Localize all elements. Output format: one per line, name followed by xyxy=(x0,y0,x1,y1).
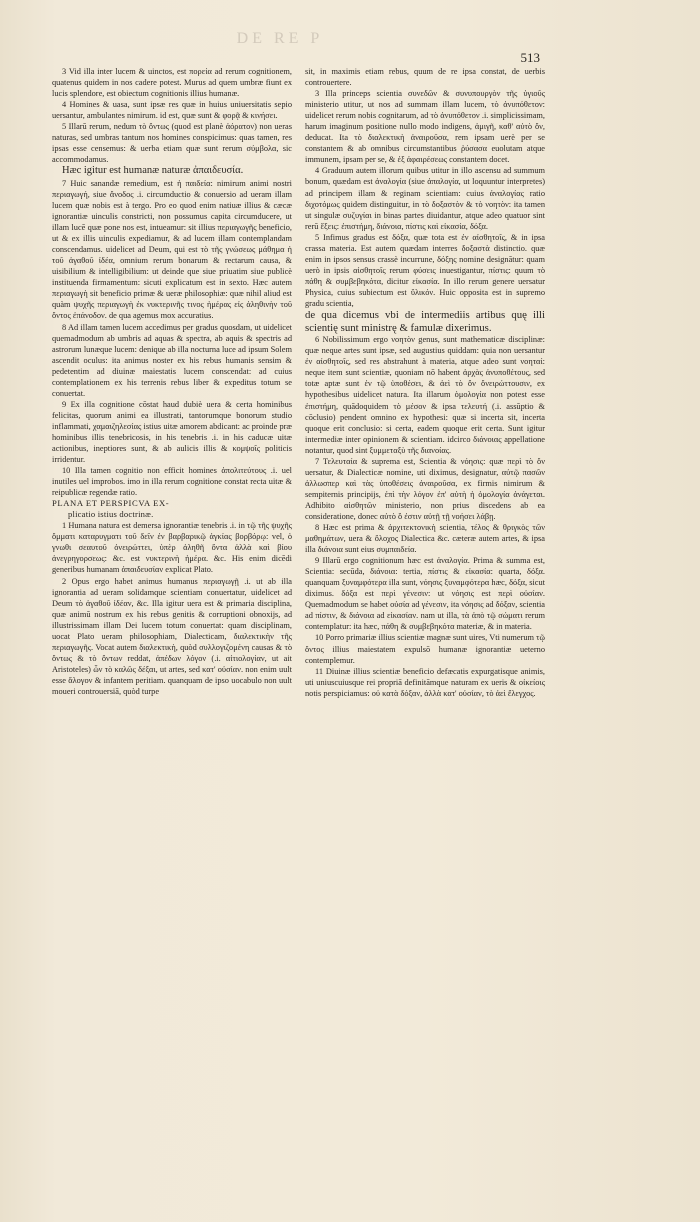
paragraph: 4 Graduum autem illorum quibus utitur in illo ascensu ad summum bonum, quædam est ἀναλογία (siue ἀπαλογία, ut loquuntur interpretes) ad principem illam & reginam scientiam: cuius ἀναλογίας ratio διχοτόμως quidem distinguitur, in τὸ δοξαστὸν & τὸ νοητὸν: ita tamen ut singulæ συζυγίαι in binas partes diuidantur, atque adeo quatuor sint rerū ἕξεις: ἐπιστήμη, διάνοια, πίστις καὶ εἰκασία, δόξα. xyxy=(305,166,545,231)
paragraph: 2 Opus ergo habet animus humanus περιαγωγῇ .i. ut ab illa ignorantia ad ueram solidamque scientiam conuertatur, uidelicet ad Deum τὸ ἀγαθοῦ ἰδέαν, &c. Illa igitur uera est & primaria disciplina, quæ animū nostrum ex his rebus genitis & corruptioni obnoxijs, ad illustrissimam illam Dei lucem totum conuertat: quam disciplinam, uocat Plato ueram philosophiam, Dialecticam, διαλεκτικὴν τῆς περιαγωγῆς. Vocat autem διαλεκτικὴ, quòd συλλογιζομένη causas & τὸ ὄντως & τὸ ὄντων reddat, ἀπέδων λόγον (.i. αἰτιολογίαν, ut ait Aristoteles) ὧν τὸ καλῶς δέξαι, ut artes, sed κατ' οὐσίαν. non enim uult esse ἄλογον & infantem peritiam. quanquam de ipso uocabulo non uult moueri controuersiā, quòd turpe xyxy=(52,576,292,696)
paragraph: 6 Nobilissimum ergo νοητὸν genus, sunt mathematicæ disciplinæ: quæ neque artes sunt ipsæ, sed augustius quiddam: quia non uersantur ἐν αἰσθητοῖς, sed res abstrahunt à materia, atque adeo sunt νοηταί: neque item sunt scientiæ, quoniam nō habent ἀρχὰς ἀνυποθέτους, sed totæ aptæ sunt ἐν τῷ ὑποθέσει, & ἀεὶ τὸ ὄν ὄνειρώττουσιν, ex hypothesibus uidelicet natura. Ita illarum ὁμολογία non potest esse ἐπιστήμη, quādoquidem τὸ μέσον & ipsa τελευτή (.i. assūptio & cōclusio) pendent omnino ex hypothesi: quæ si incerta sit, incerta quoque erit conclusio: si certa, eadem quoque erit certa. Sunt igitur intermediæ inter opinionem & scientiam. idcirco διάνοιας appellatione notantur, quod sint ξυμμεταξὺ τῆς διανοίας. xyxy=(305,335,545,455)
section-heading xyxy=(52,498,292,520)
section-heading-line2: plicatio istius doctrinæ. xyxy=(68,509,154,520)
paragraph: 7 Huic sanandæ remedium, est ἡ παιδεία: nimirum animi nostri περιαγωγή, siue ἄνοδος .i. circumductio & conuersio ad ueram illam lucem quæ nobis est à tergo. Pro eo quod enim natiuæ illius & cæcæ ignorantiæ uinculis constricti, non possumus capita circumducere, ut illam lucē quæ pone nos est, intueamur: sit illius περιαγωγῆς beneficio, ut & ex illis uinculis expediamur, & ad lucem illam contemplandam conscendamus. uidelicet ad Deum, qui est τὸ τῆς γνώσεως μάθημα ἡ τοῦ ἀγαθοῦ ἰδέα, omnium rerum bonarum & rectarum causa, & uisibilium & intelligibilium: ut deinde que siue priuatim siue publicè instituenda firmamentum: sicuti explicatum est in sexto. Hæc autem περιαγωγὴ sit beneficio primæ & ueræ philosophiæ: quæ nihil aliud est quàm ψυχῆς περιαγωγὴ ἐκ νυκτερινῆς τινος ἡμέρας εἰς ἀληθινὴν τοῦ ὄντος ἐπάνοδον. de qua agemus mox accuratius. xyxy=(52,178,292,321)
left-column xyxy=(52,66,292,697)
paragraph: 5 Illarū rerum, nedum τὸ ὄντως (quod est planè ἀόρατον) non ueras naturas, sed umbras tantum nos homines conspicimus: quas tamen, res ipsas esse censemus: & uerba etiam quæ sunt rerum σύμβολα, sic accommodamus. xyxy=(52,122,292,165)
paragraph: 8 Hæc est prima & ἀρχιτεκτονικὴ scientia, τέλος & θριγκὸς τῶν μαθημάτων, uera & ὄλοχος Dialectica &c. cæteræ autem artes, & ipsa illa διάνοια sunt eius συμπαιδεία. xyxy=(305,523,545,555)
paragraph: 3 Illa princeps scientia συνεδῶν & συνυπουργὸν τῆς ὑγιοῦς ministerio utitur, ut nos ad summam illam lucem, τὸ ἀνυπόθετον: uidelicet rerum nobis cognitarum, ad τὸ ἀνυπόθετον .i. simplicissimam, harum imaginum positione nullo modo indigens, ἀμιγῆ, καθ' αὐτὸ ὄν, deducat. Ita τὸ διαλεκτικὴ ἀναιροῦσα, rem ipsam uerè per se constantem & ab omnibus circumstantibus ῥύσασα euolutam atque immunem, ipsam per se, & ἐξ ἀφαιρέσεως constantem docet. xyxy=(305,89,545,165)
right-column xyxy=(305,66,545,699)
paragraph: 1 Humana natura est demersa ignorantiæ tenebris .i. in τῷ τῆς ψυχῆς ὄμματι καταρυγματι τοῦ δεῖν ἐν βαρβαρικῷ ἀγκίας βορβόρῳ: vel, ὁ γνωθι σεαυτοῦ ὀνειρώττει, ὑπὲρ ἀληθῆ ὄντα ἀλλὰ καὶ βίου ἀνεγρηγορσεως: &c. est νυκτερινὴ ἡμέρα. &c. His enim dicēdi generibus humanam ἀπαιδευσίαν explicat Plato. xyxy=(52,521,292,575)
paragraph: 3 Vid illa inter lucem & uinctos, est πορεία ad rerum cognitionem, quatenus quidem in nos cadere potest. Murus ad quem umbræ fiunt ex lucis splendore, est obiectum cognitionis illius humanæ. xyxy=(52,67,292,99)
paragraph: 11 Diuinæ illius scientiæ beneficio defæcatis expurgatisque animis, uti uniuscuiusque rei propriā definitāmque naturam ex ueris & οἰκείοις notis perspiciamus: οὐ κατὰ δόξαν, ἀλλὰ κατ' οὐσίαν, τὸ ἀεὶ ἔλεγχος. xyxy=(305,666,545,698)
paragraph: 7 Τελευταία & suprema est, Scientia & νόησις: quæ περὶ τὸ ὄν uersatur, & Dialecticæ nomine, uti diximus, designatur, αὐτῷ πασῶν ἀλλωσπερ καὶ τὰς ὑποθέσεις ἀναιροῦσα, ex firmis nimirum & sempiternis principijs, ἐπὶ τὴν λόγον ἐπ' αὐτὴ ἡ ὁμολογία ἀνάγεται. Adhibito αἰσθητῶν ministerio, non prius discedens ab ea consideratione, donec αὐτὸ ὃ ἐστιν αὐτῇ τῇ νοήσει λάβῃ. xyxy=(305,456,545,521)
paragraph: sit, in maximis etiam rebus, quum de re ipsa constat, de uerbis controuertere. xyxy=(305,67,545,88)
paragraph: de qua dicemus vbi de intermediis artibus quę illi scientię sunt ministrę & famulæ dixerimus. xyxy=(305,309,545,334)
section-heading-line1: PLANA ET PERSPICVA EX- xyxy=(52,498,170,509)
paragraph: 4 Homines & uasa, sunt ipsæ res quæ in huius uniuersitatis sepio uersantur, ambulantes nimirum. id est, quæ sunt & φορᾷ & κινήσει. xyxy=(52,100,292,121)
paragraph: 9 Illarū ergo cognitionum hæc est ἀναλογία. Prima & summa est, Scientia: secūda, διάνοια: tertia, πίστις & εἰκασία: quarta, δόξα. quanquam ξυναμφότερα illa sunt, νόησις ξυναμφότερα hæc, δόξα, sicut diximus. δόξα est περὶ γένεσιν: ut νόησις est περὶ οὐσίαν. Quemadmodum se habet οὐσία ad γένεσιν, ita νόησις ad δόξαν, scientia ad πίστιν, & διάνοια ad εἰκασίαν. nam ut illa, τὰ ἀπὸ τῷ σώματι rerum contemplatur: ita hæc, πάθη & συμβεβηκότα materiæ, & in materia. xyxy=(305,556,545,632)
paragraph: 10 Illa tamen cognitio non efficit homines ἀπολιτεύτους .i. uel inutiles uel improbos. imo in illa rerum cognitione constat recta uitæ & reipublicæ regendæ ratio. xyxy=(52,466,292,498)
paragraph: Hæc igitur est humanæ naturæ ἀπαιδευσία. xyxy=(62,165,244,177)
paragraph: 5 Infimus gradus est δόξα, quæ tota est ἐν αἰσθητοῖς, & in ipsa crassa materia. Est autem quædam interres δοξαστὰ distinctio. quæ enim in ipsos sensus crassè incurrune, δόξης nomine designātur: quam uerò in ipsis αἰσθητοῖς rerum φύσεις inuestigantur, πίστις: quum τὸ πάθη & συμβεβηκότα, dicitur εἰκασία. In illo rerum genere uersatur Physica, cuius subiectum est ὕλικόν. Huic opposita est in supremo gradu scientia, xyxy=(305,232,545,308)
page-number: 513 xyxy=(520,50,540,65)
paragraph: 9 Ex illa cognitione cōstat haud dubiè uera & certa hominibus felicitas, quorum animi ea illustrati, tantorumque bonorum studio inflammati, χαμαιζηλεσίας istius uitæ amorem abdicant: ac proinde præ hominibus illis tenebricosis, in his tenebris .i. in his caducæ uitæ actionibus, ineptiores sunt, & ab aulicis illis & κομψοῖς politicis irridentur. xyxy=(52,399,292,465)
running-head: DE RE P xyxy=(236,30,324,47)
paragraph: 8 Ad illam tamen lucem accedimus per gradus quosdam, ut uidelicet quemadmodum ab umbris ad aquas & spectra, ab aquis & spectris ad astrorum lunæque lucem: denique ab illa nocturna luce ad ipsum Solem ascendit oculus: ita animus noster ex his rebus humanis sensim & pedetentim ad diuinæ maiestatis lucem conscendat: ad cuius contemplationem ex his terrenis rebus liber & expeditus totum se conuertat. xyxy=(52,322,292,398)
paragraph: 10 Porro primariæ illius scientiæ magnæ sunt uires, Vti numerum τῷ ὄντος illius maiestatem expulsō humanæ ignorantiæ ueterno contemplemur. xyxy=(305,633,545,665)
